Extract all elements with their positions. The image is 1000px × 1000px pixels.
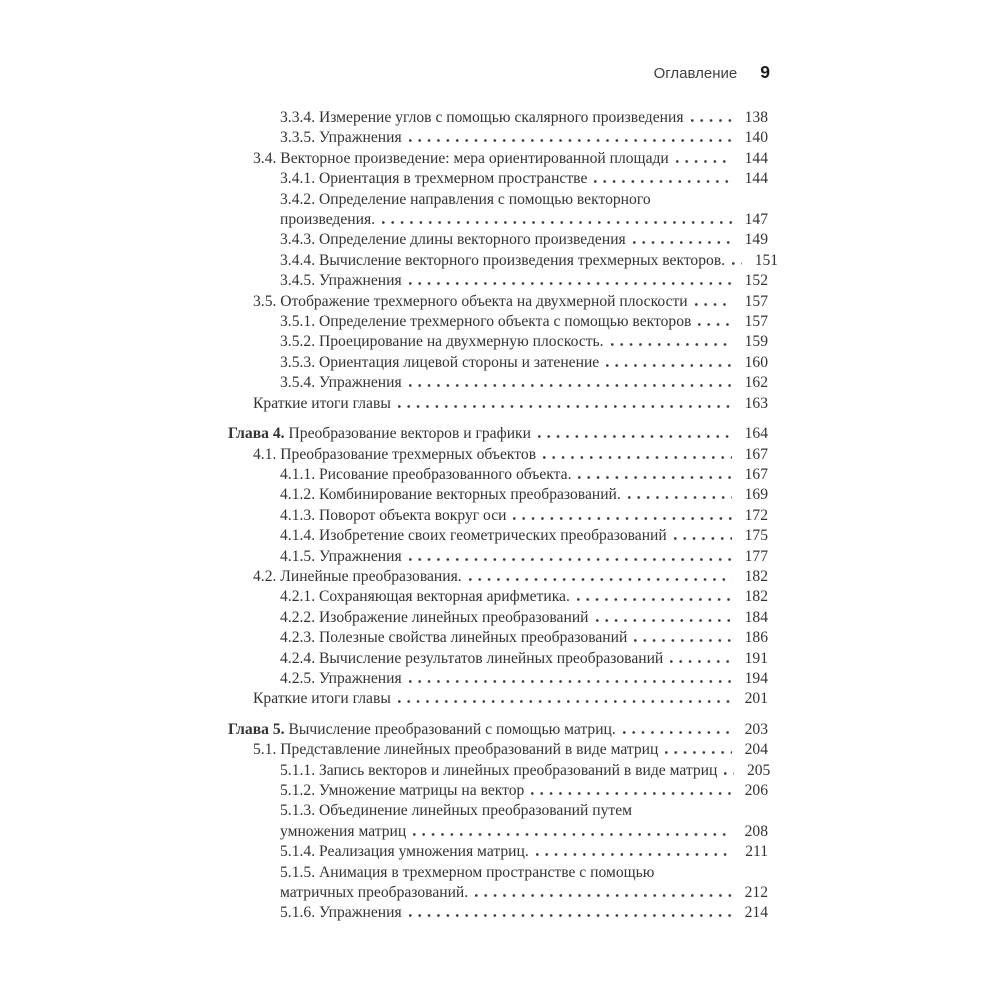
toc-entry	[228, 669, 768, 689]
entry-title: 3.4.1. Ориентация в трехмерном пространстве	[280, 170, 588, 188]
dot-leader	[538, 435, 732, 438]
dot-leader	[670, 660, 732, 663]
page-number: 159	[744, 333, 768, 351]
page-number: 160	[744, 353, 768, 371]
toc-entry	[228, 567, 768, 587]
dot-leader	[732, 262, 742, 265]
toc-entry-continuation	[228, 883, 768, 903]
page-number: 164	[744, 425, 768, 443]
page-number: 175	[744, 527, 768, 545]
page-number: 172	[744, 506, 768, 524]
toc-entry	[228, 740, 768, 760]
dot-leader	[543, 456, 732, 459]
running-head-title: Оглавление	[653, 65, 738, 82]
dot-leader	[594, 180, 732, 183]
page-number: 163	[744, 394, 768, 412]
page-number: 177	[744, 547, 768, 565]
dot-leader	[578, 476, 732, 479]
page-number: 211	[745, 843, 768, 861]
toc-entry	[228, 689, 768, 709]
toc-entry	[228, 292, 768, 312]
dot-leader	[513, 517, 732, 520]
toc-entry	[228, 720, 768, 740]
entry-title: 4.1.5. Упражнения	[280, 547, 402, 565]
entry-title: 5.1. Представление линейных преобразований в виде матриц	[253, 741, 659, 759]
dot-leader	[409, 384, 732, 387]
entry-title: 4.2. Линейные преобразования.	[253, 567, 462, 585]
toc-entry	[228, 149, 768, 169]
toc-entry	[228, 128, 768, 148]
entry-title-continuation: произведения.	[280, 211, 376, 229]
toc-entry	[228, 373, 768, 393]
toc-entry	[228, 547, 768, 567]
page-number: 208	[744, 822, 768, 840]
entry-title: 4.2.3. Полезные свойства линейных преобразований	[280, 629, 628, 647]
entry-title: 5.1.3. Объединение линейных преобразований путем	[280, 802, 633, 820]
page-number: 144	[744, 170, 768, 188]
toc-entry	[228, 332, 768, 352]
dot-leader	[382, 221, 732, 224]
entry-title: 4.1.2. Комбинирование векторных преобразований.	[280, 486, 621, 504]
toc-entry-continuation	[228, 822, 768, 842]
dot-leader	[398, 405, 732, 408]
page-number: 191	[744, 649, 768, 667]
dot-leader	[606, 364, 732, 367]
entry-title: Краткие итоги главы	[253, 690, 391, 708]
toc-entry	[228, 608, 768, 628]
entry-title: 3.3.5. Упражнения	[280, 129, 402, 147]
toc-entry	[228, 230, 768, 250]
entry-title: 3.5.2. Проецирование на двухмерную плоскость.	[280, 333, 604, 351]
page-number: 194	[744, 669, 768, 687]
toc-entry	[228, 587, 768, 607]
toc-entry	[228, 801, 768, 821]
entry-title: 5.1.5. Анимация в трехмерном пространстве с помощью	[280, 863, 655, 881]
dot-leader	[577, 598, 732, 601]
entry-title: 3.3.4. Измерение углов с помощью скалярного произведения	[280, 109, 684, 126]
chapter-prefix: Глава 4.	[228, 425, 285, 443]
toc-entry	[228, 628, 768, 648]
toc-entry	[228, 445, 768, 465]
page-number: 157	[744, 292, 768, 310]
page-number: 149	[744, 231, 768, 249]
entry-title: 3.4.3. Определение длины векторного произведения	[280, 231, 626, 249]
toc-entry-continuation	[228, 210, 768, 230]
dot-leader	[695, 303, 732, 306]
dot-leader	[691, 119, 732, 122]
toc-entry	[228, 353, 768, 373]
running-head	[0, 60, 770, 86]
entry-title: 5.1.6. Упражнения	[280, 904, 402, 922]
chapter-prefix: Глава 5.	[228, 720, 285, 738]
entry-title: 4.2.2. Изображение линейных преобразований	[280, 608, 589, 626]
page-number: 157	[744, 313, 768, 331]
dot-leader	[413, 833, 732, 836]
dot-leader	[665, 751, 732, 754]
entry-title: 3.4.2. Определение направления с помощью векторного	[280, 190, 651, 208]
toc-entry	[228, 394, 768, 414]
page-number: 140	[744, 129, 768, 147]
toc-entry	[228, 271, 768, 291]
toc-entry	[228, 649, 768, 669]
entry-title: 4.1.3. Поворот объекта вокруг оси	[280, 506, 507, 524]
dot-leader	[409, 680, 732, 683]
entry-title: 3.4. Векторное произведение: мера ориентированной площади	[253, 149, 669, 167]
dot-leader	[634, 639, 732, 642]
page-number: 184	[744, 608, 768, 626]
toc-entry	[228, 842, 768, 862]
dot-leader	[596, 619, 732, 622]
toc-entry	[228, 903, 768, 923]
entry-title: 3.5. Отображение трехмерного объекта на двухмерной плоскости	[253, 292, 688, 310]
entry-title: Вычисление преобразований с помощью матриц.	[288, 720, 616, 738]
toc-entry	[228, 526, 768, 546]
toc-entry	[228, 485, 768, 505]
entry-title: 3.5.3. Ориентация лицевой стороны и затенение	[280, 353, 600, 371]
toc-entry	[228, 169, 768, 189]
page-number: 204	[744, 741, 768, 759]
page-number: 138	[744, 109, 768, 126]
toc-entry	[228, 506, 768, 526]
toc-entry	[228, 465, 768, 485]
dot-leader	[633, 241, 732, 244]
dot-leader	[409, 914, 732, 917]
dot-leader	[674, 537, 732, 540]
dot-leader	[531, 792, 732, 795]
page-number: 144	[744, 149, 768, 167]
dot-leader	[469, 578, 732, 581]
dot-leader	[698, 323, 732, 326]
page-number: 205	[746, 761, 771, 779]
toc-entry	[228, 863, 768, 883]
page-number: 167	[744, 465, 768, 483]
entry-title: Преобразование векторов и графики	[288, 425, 531, 443]
page-number: 214	[744, 904, 768, 922]
entry-title: 4.2.1. Сохраняющая векторная арифметика.	[280, 588, 570, 606]
page-number: 206	[744, 782, 768, 799]
entry-title: 4.1. Преобразование трехмерных объектов	[253, 445, 537, 463]
page-number: 162	[744, 374, 768, 392]
toc-list	[228, 108, 779, 924]
dot-leader	[611, 343, 732, 346]
page-number: 201	[744, 690, 768, 708]
toc-entry	[228, 424, 768, 444]
entry-title: 5.1.4. Реализация умножения матриц.	[280, 843, 529, 861]
page-number: 151	[754, 251, 779, 269]
dot-leader	[536, 853, 732, 856]
dot-leader	[398, 700, 732, 703]
entry-title: 3.5.1. Определение трехмерного объекта с помощью векторов	[280, 313, 692, 331]
toc-entry	[228, 251, 779, 271]
dot-leader	[409, 282, 732, 285]
dot-leader	[475, 894, 732, 897]
entry-title-continuation: матричных преобразований.	[280, 884, 469, 902]
entry-title: 4.2.5. Упражнения	[280, 669, 402, 687]
dot-leader	[628, 496, 732, 499]
page-number: 212	[744, 884, 768, 902]
toc-entry	[228, 108, 768, 128]
entry-title: 3.5.4. Упражнения	[280, 374, 402, 392]
dot-leader	[676, 160, 732, 163]
toc-entry	[228, 761, 771, 781]
toc-entry	[228, 781, 768, 801]
entry-title: 5.1.2. Умножение матрицы на вектор	[280, 782, 525, 799]
toc-entry	[228, 312, 768, 332]
toc-entry	[228, 190, 768, 210]
page-number: 167	[744, 445, 768, 463]
entry-title: 3.4.4. Вычисление векторного произведения трехмерных векторов.	[280, 251, 726, 269]
entry-title-continuation: умножения матриц	[280, 822, 407, 840]
entry-title: 4.1.4. Изобретение своих геометрических преобразований	[280, 527, 667, 545]
dot-leader	[724, 772, 734, 775]
page-number: 152	[744, 272, 768, 290]
entry-title: 4.1.1. Рисование преобразованного объекта.	[280, 465, 572, 483]
entry-title: Краткие итоги главы	[253, 394, 391, 412]
page-number: 182	[744, 588, 768, 606]
page-number: 182	[744, 567, 768, 585]
page-number: 203	[744, 720, 768, 738]
page-number: 169	[744, 486, 768, 504]
page-number: 147	[744, 211, 768, 229]
entry-title: 3.4.5. Упражнения	[280, 272, 402, 290]
entry-title: 4.2.4. Вычисление результатов линейных преобразований	[280, 649, 664, 667]
dot-leader	[409, 558, 732, 561]
running-head-page-number: 9	[760, 62, 770, 82]
dot-leader	[623, 731, 732, 734]
dot-leader	[409, 139, 732, 142]
entry-title: 5.1.1. Запись векторов и линейных преобразований в виде матриц	[280, 761, 718, 779]
page-number: 186	[744, 629, 768, 647]
